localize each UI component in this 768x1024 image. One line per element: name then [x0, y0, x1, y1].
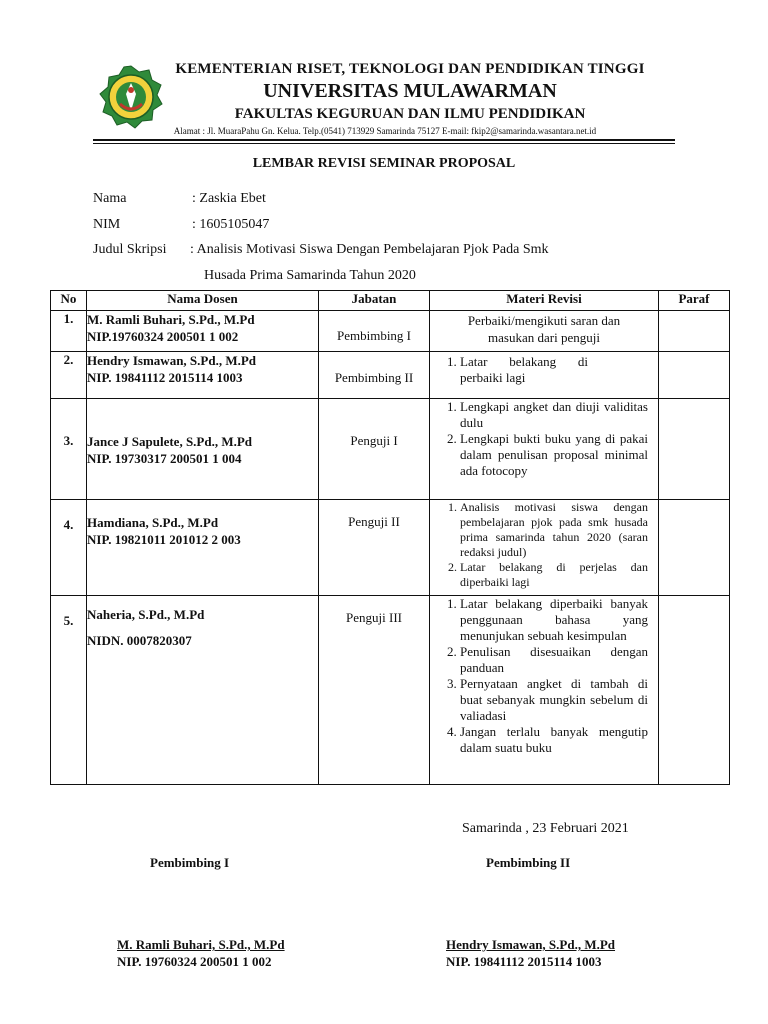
- name-value: : Zaskia Ebet: [192, 191, 266, 206]
- signature-cell: [659, 500, 730, 596]
- table-row: [51, 311, 730, 352]
- right-signer-id: NIP. 19841112 2015114 1003: [446, 954, 602, 969]
- lecturer-cell: [87, 311, 319, 352]
- right-signer-name: Hendry Ismawan, S.Pd., M.Pd: [446, 937, 616, 952]
- table-row: [51, 352, 730, 399]
- signature-cell: [659, 311, 730, 352]
- position-cell: Penguji I: [319, 399, 430, 500]
- position-cell: Pembimbing I: [319, 311, 430, 352]
- faculty-name: FAKULTAS KEGURUAN DAN ILMU PENDIDIKAN: [234, 106, 586, 122]
- lecturer-name: Jance J Sapulete, S.Pd., M.Pd: [87, 434, 253, 449]
- lecturer-name: Hendry Ismawan, S.Pd., M.Pd: [87, 353, 257, 368]
- revision-item: 1. Latar belakang diperbaiki banyak penggunaan bahasa yang menunjukan sebuah kesimpulan: [460, 596, 658, 644]
- table-row: [51, 596, 730, 785]
- revision-table: [50, 290, 730, 785]
- revision-list-cell: [430, 500, 659, 596]
- document-title: LEMBAR REVISI SEMINAR PROPOSAL: [252, 156, 516, 171]
- position-cell: Penguji II: [319, 500, 430, 596]
- university-name: UNIVERSITAS MULAWARMAN: [263, 80, 557, 102]
- revision-list: [430, 596, 658, 756]
- nim-label: NIM: [93, 217, 121, 232]
- row-number: 5.: [51, 596, 87, 785]
- col-header-revision: Materi Revisi: [430, 291, 659, 311]
- lecturer-name: M. Ramli Buhari, S.Pd., M.Pd: [87, 312, 255, 327]
- lecturer-cell: [87, 399, 319, 500]
- position-cell: Pembimbing II: [319, 352, 430, 399]
- signature-cell: [659, 596, 730, 785]
- place-date: Samarinda , 23 Februari 2021: [462, 821, 629, 836]
- left-signer-name: M. Ramli Buhari, S.Pd., M.Pd: [117, 937, 285, 952]
- revision-list-cell: [430, 399, 659, 500]
- right-signer-title: Pembimbing II: [486, 855, 571, 870]
- row-number: 3.: [51, 399, 87, 500]
- signature-cell: [659, 399, 730, 500]
- lecturer-cell: [87, 352, 319, 399]
- revision-item: 4. Jangan terlalu banyak mengutip dalam suatu buku: [460, 724, 658, 756]
- revision-item: 3. Pernyataan angket di tambah di buat sebanyak mungkin sebelum di valiadasi: [460, 676, 658, 724]
- revision-list-cell: [430, 596, 659, 785]
- left-signer-title: Pembimbing I: [150, 855, 230, 870]
- header-rule: [93, 139, 675, 141]
- revision-list: [430, 500, 658, 590]
- lecturer-name: Naheria, S.Pd., M.Pd: [87, 607, 205, 622]
- lecturer-cell: [87, 596, 319, 785]
- name-label: Nama: [93, 191, 127, 206]
- revision-item: 2. Lengkapi bukti buku yang di pakai dalam penulisan proposal minimal ada fotocopy: [460, 431, 658, 479]
- lecturer-id: NIP. 19841112 2015114 1003: [87, 370, 243, 385]
- thesis-label: Judul Skripsi: [93, 242, 167, 257]
- revision-item: 1. Analisis motivasi siswa dengan pembelajaran pjok pada smk husada prima samarinda tahun 2020 (saran redaksi judul): [460, 500, 658, 560]
- lecturer-id: NIP.19760324 200501 1 002: [87, 329, 239, 344]
- lecturer-id: NIP. 19821011 201012 2 003: [87, 532, 241, 547]
- row-number: 1.: [51, 311, 87, 352]
- address-line: Alamat : Jl. MuaraPahu Gn. Kelua. Telp.(0541) 713929 Samarinda 75127 E-mail: fkip2@samarinda.wasantara.net.id: [173, 126, 597, 136]
- header-rule-thin: [93, 143, 675, 144]
- revision-item: 2. Latar belakang di perjelas dan diperbaiki lagi: [460, 560, 658, 590]
- revision-item: 2. Penulisan disesuaikan dengan panduan: [460, 644, 658, 676]
- lecturer-name: Hamdiana, S.Pd., M.Pd: [87, 515, 219, 530]
- revision-list-cell: [430, 352, 659, 399]
- left-signer-id: NIP. 19760324 200501 1 002: [117, 954, 272, 969]
- row-number: 4.: [51, 500, 87, 596]
- lecturer-id: NIDN. 0007820307: [87, 633, 192, 648]
- revision-list: [430, 352, 658, 386]
- revision-list: [430, 399, 658, 479]
- signature-cell: [659, 352, 730, 399]
- table-row: [51, 399, 730, 500]
- revision-item: 1. Lengkapi angket dan diuji validitas dulu: [460, 399, 658, 431]
- thesis-title-line1: : Analisis Motivasi Siswa Dengan Pembelajaran Pjok Pada Smk: [190, 242, 549, 257]
- position-cell: Penguji III: [319, 596, 430, 785]
- lecturer-id: NIP. 19730317 200501 1 004: [87, 451, 242, 466]
- revision-item: 1. Latar belakang di perbaiki lagi: [460, 354, 658, 386]
- col-header-signature: Paraf: [659, 291, 730, 311]
- col-header-position: Jabatan: [319, 291, 430, 311]
- row-number: 2.: [51, 352, 87, 399]
- thesis-title-line2: Husada Prima Samarinda Tahun 2020: [204, 268, 416, 283]
- table-header-row: [51, 291, 730, 311]
- ministry-name: KEMENTERIAN RISET, TEKNOLOGI DAN PENDIDIKAN TINGGI: [175, 61, 645, 77]
- revision-note: Perbaiki/mengikuti saran dan masukan dari penguji: [430, 311, 659, 352]
- col-header-no: No: [51, 291, 87, 311]
- table-row: [51, 500, 730, 596]
- col-header-lecturer: Nama Dosen: [87, 291, 319, 311]
- nim-value: : 1605105047: [192, 217, 270, 232]
- lecturer-cell: [87, 500, 319, 596]
